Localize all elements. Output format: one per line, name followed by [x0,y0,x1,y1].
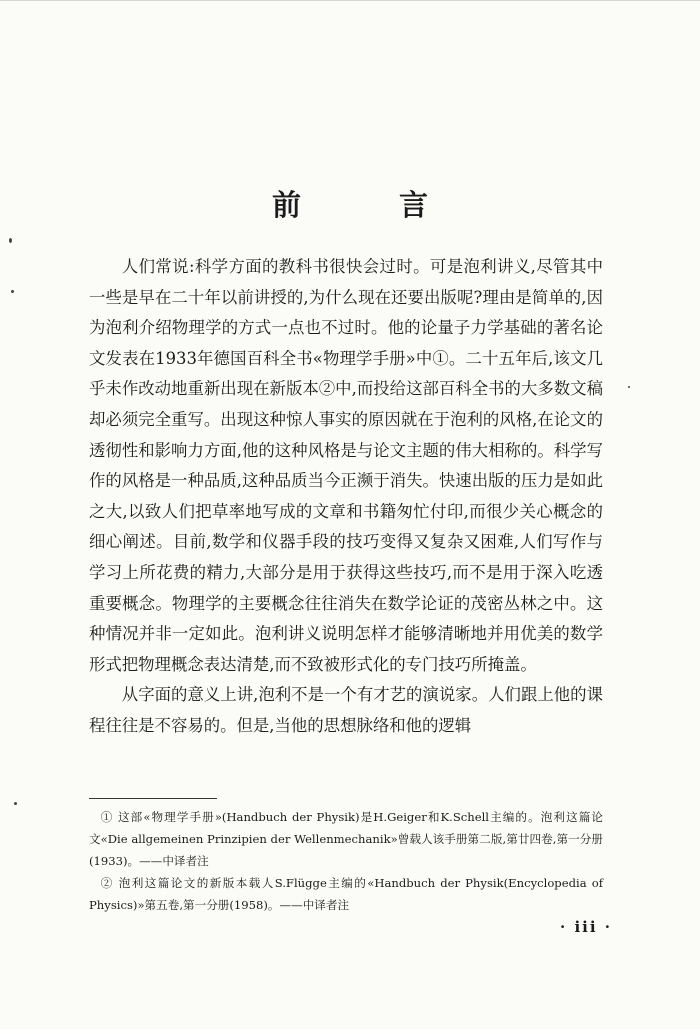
scan-edge-line [0,0,700,1]
scan-speck [9,238,12,243]
page-number: · iii · [560,918,612,936]
scan-speck [14,802,17,805]
footnote-rule [89,798,217,799]
footnotes [89,806,603,916]
page-title: 前 言 [271,188,473,222]
paragraph: 从字面的意义上讲,泡利不是一个有才艺的演说家。人们跟上他的课程往往是不容易的。但是,当他的思想脉络和他的逻辑 [89,685,603,735]
scan-speck [628,386,630,388]
body-text [89,252,603,742]
scan-speck [11,290,14,293]
footnote: ① 这部«物理学手册»(Handbuch der Physik)是H.Geiger和K.Schell主编的。泡利这篇论文«Die allgemeinen Prinzipien der Wellenmechanik»曾载人该手册第二版,第廿四卷,第一分册(1933)。——中译者注 [89,810,603,868]
footnote: ② 泡利这篇论文的新版本载人S.Flügge主编的«Handbuch der Physik(Encyclopedia of Physics)»第五卷,第一分册(1958)。——中译者注 [89,876,603,912]
paragraph: 人们常说:科学方面的教科书很快会过时。可是泡利讲义,尽管其中一些是早在二十年以前讲授的,为什么现在还要出版呢?理由是简单的,因为泡利介绍物理学的方式一点也不过时。他的论量子力学基础的著名论文发表在1933年德国百科全书«物理学手册»中①。二十五年后,该文几乎未作改动地重新出现在新版本②中,而投给这部百科全书的大多数文稿却必须完全重写。出现这种惊人事实的原因就在于泡利的风格,在论文的透彻性和影响力方面,他的这种风格是与论文主题的伟大相称的。科学写作的风格是一种品质,这种品质当今正濒于消失。快速出版的压力是如此之大,以致人们把草率地写成的文章和书籍匆忙付印,而很少关心概念的细心阐述。目前,数学和仪器手段的技巧变得又复杂又困难,人们写作与学习上所花费的精力,大部分是用于获得这些技巧,而不是用于深入吃透重要概念。物理学的主要概念往往消失在数学论证的茂密丛林之中。这种情况并非一定如此。泡利讲义说明怎样才能够清晰地并用优美的数学形式把物理概念表达清楚,而不致被形式化的专门技巧所掩盖。 [89,257,603,674]
